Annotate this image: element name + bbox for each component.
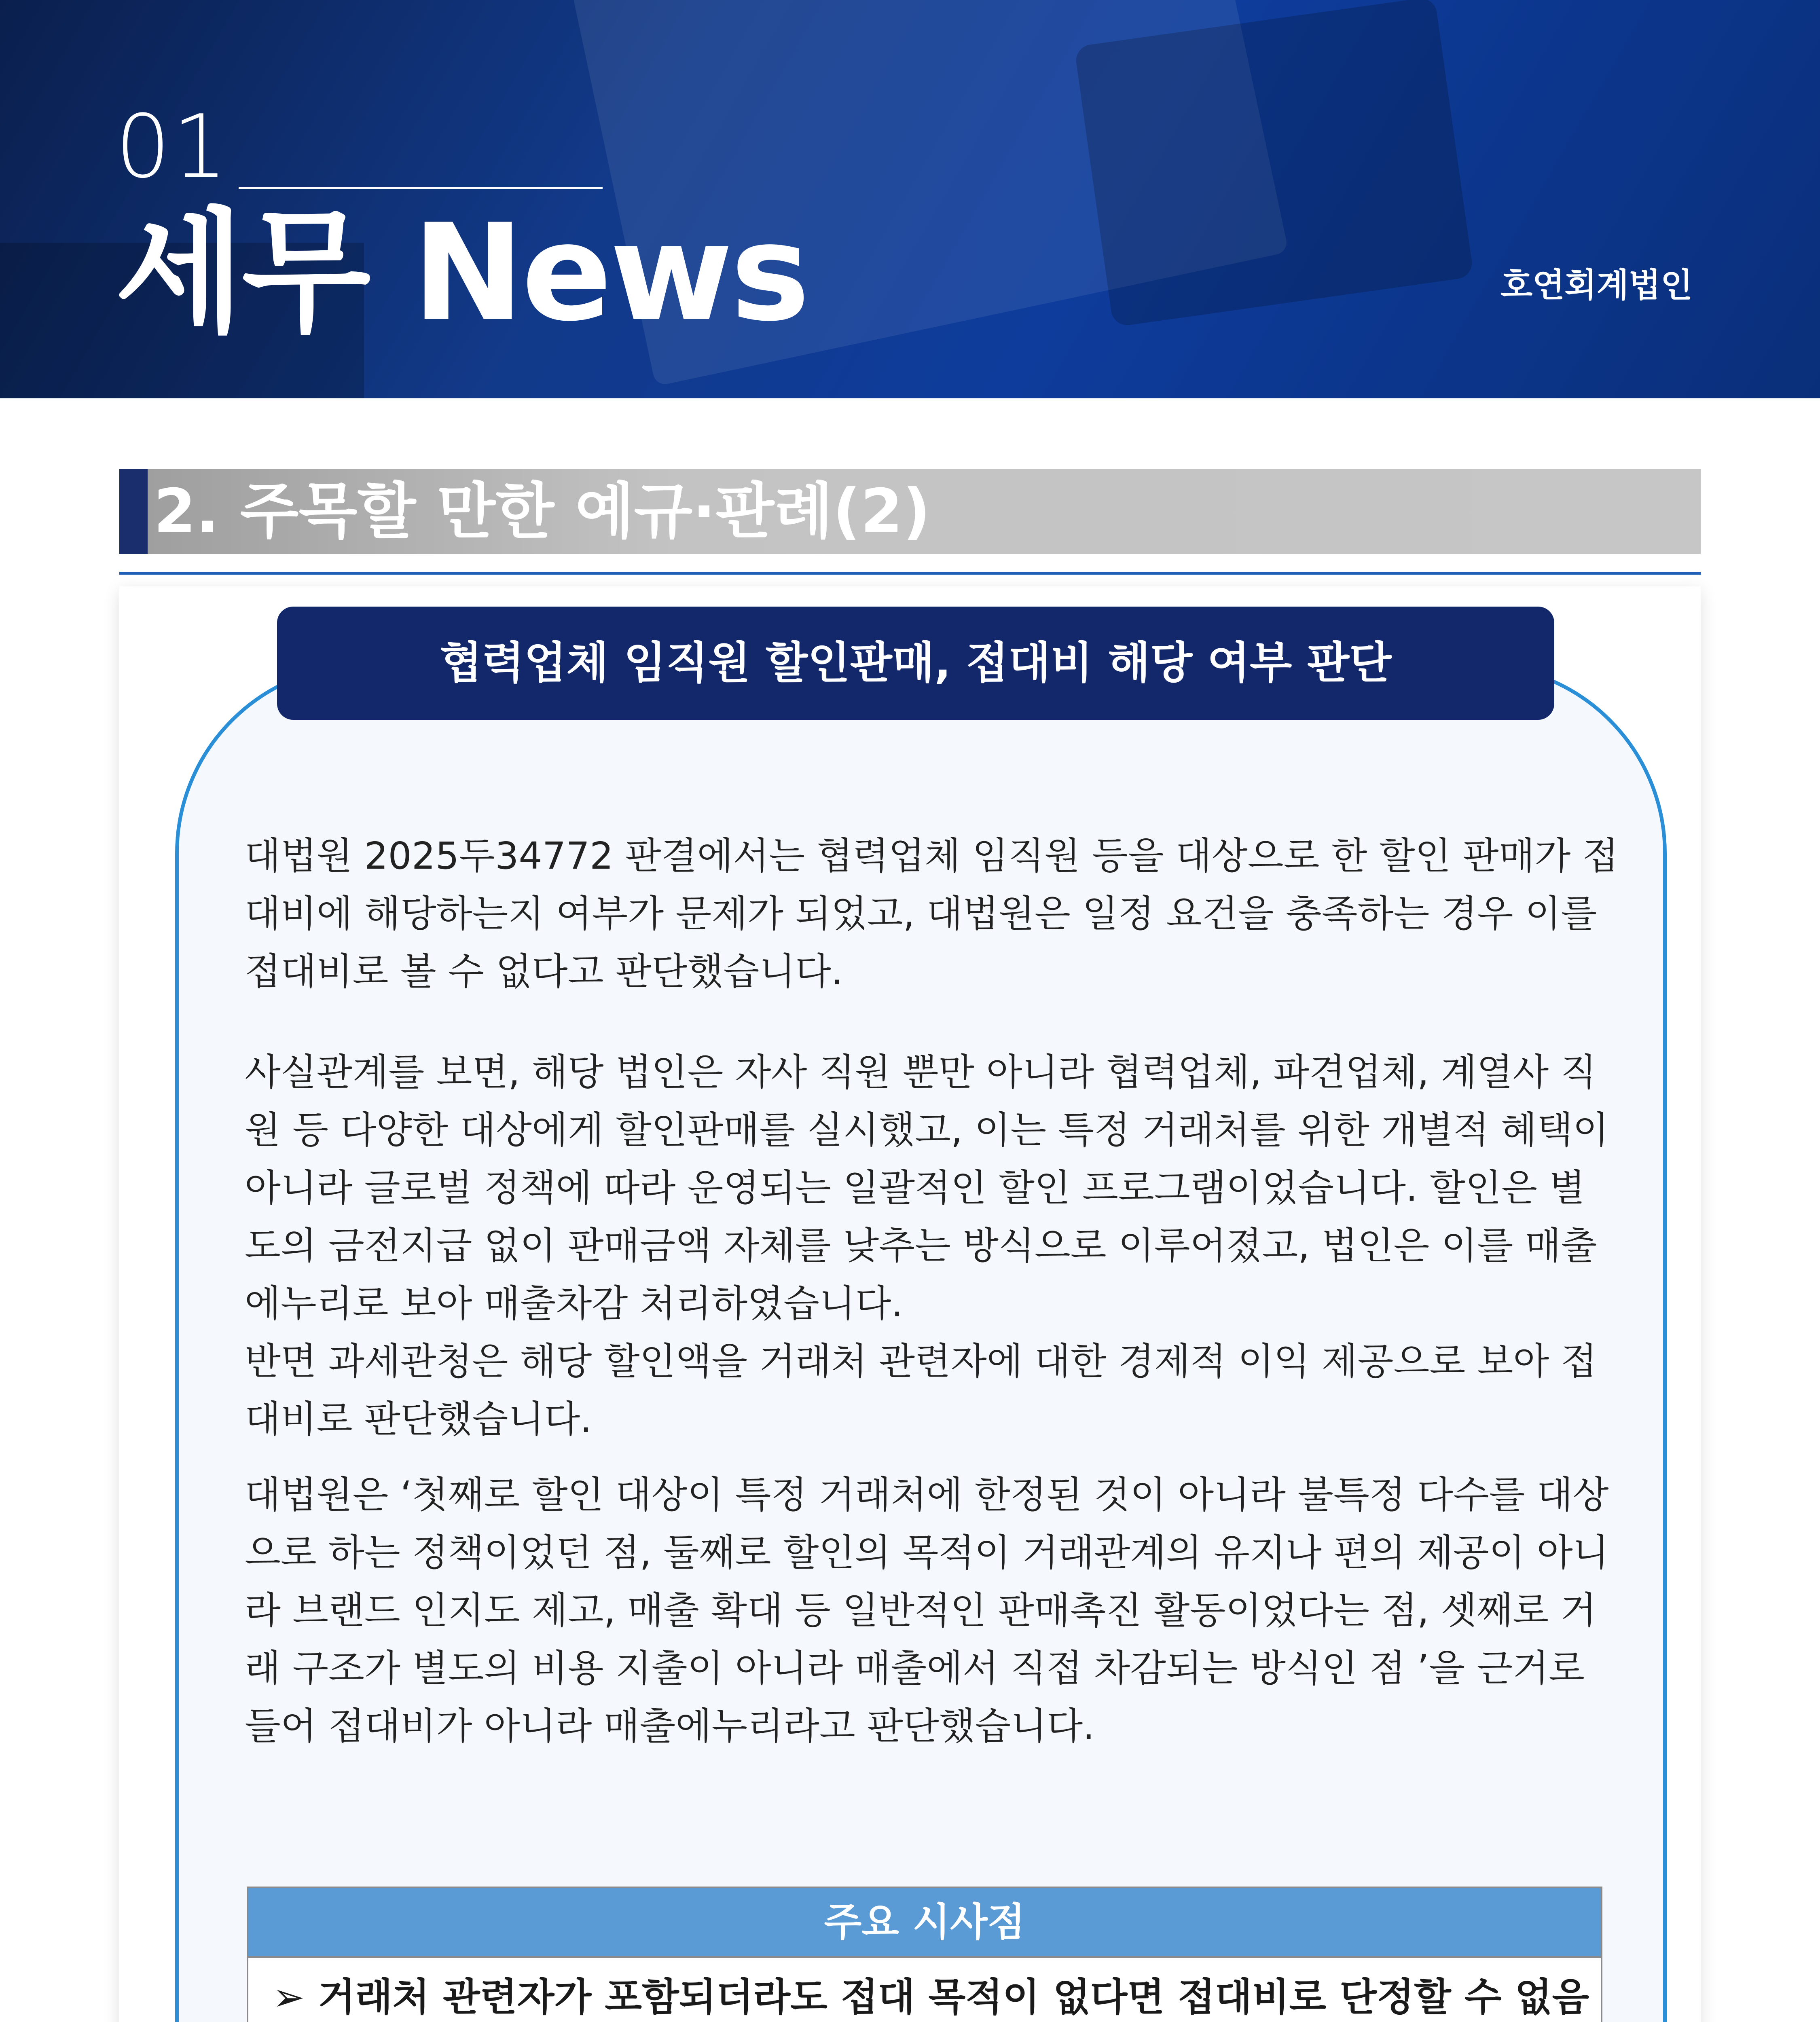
section-underline bbox=[119, 572, 1701, 575]
implications-header: 주요 시사점 bbox=[248, 1888, 1601, 1956]
issue-number: 01 bbox=[115, 96, 229, 197]
implications-table bbox=[247, 1887, 1602, 2022]
newsletter-title: 세무 News bbox=[115, 195, 808, 351]
section-bar-accent bbox=[119, 469, 148, 554]
paragraph-tax-office-view: 반면 과세관청은 해당 할인액을 거래처 관련자에 대한 경제적 이익 제공으로 보아 접대비로 판단했습니다. bbox=[245, 1340, 1597, 1441]
paragraph-court-reasoning: 대법원은 ‘첫째로 할인 대상이 특정 거래처에 한정된 것이 아니라 불특정 다수를 대상으로 하는 정책이었던 점, 둘째로 할인의 목적이 거래관계의 유지나 편의 제공이 아니라 브랜드 인지도 제고, 매출 확대 등 일반적인 판매촉진 활동이었다는 점, 셋째로 거래 구조가 별도의 비용 지출이 아니라 매출에서 직접 차감되는 방식인 점 ’을 근거로 들어 접대비가 아니라 매출에누리라고 판단했습니다. bbox=[245, 1473, 1609, 1748]
header-firm-name: 호연회계법인 bbox=[1500, 266, 1693, 305]
header-decoration bbox=[1074, 0, 1474, 327]
issue-divider bbox=[239, 187, 603, 189]
implication-point: ➢ 거래처 관련자가 포함되더라도 접대 목적이 없다면 접대비로 단정할 수 없음 bbox=[273, 1975, 1589, 2020]
topic-title: 협력업체 임직원 할인판매, 접대비 해당 여부 판단 bbox=[277, 607, 1554, 720]
paragraph-ruling-summary: 대법원 2025두34772 판결에서는 협력업체 임직원 등을 대상으로 한 할인 판매가 접대비에 해당하는지 여부가 문제가 되었고, 대법원은 일정 요건을 충족하는 경우 이를 접대비로 볼 수 없다고 판단했습니다. bbox=[245, 834, 1619, 993]
section-title: 2. 주목할 만한 예규·판례(2) bbox=[154, 476, 931, 547]
paragraph-facts-text: 사실관계를 보면, 해당 법인은 자사 직원 뿐만 아니라 협력업체, 파견업체, 계열사 직원 등 다양한 대상에게 할인판매를 실시했고, 이는 특정 거래처를 위한 개별적 혜택이 아니라 글로벌 정책에 따라 운영되는 일괄적인 할인 프로그램이었습니다. 할인은 별도의 금전지급 없이 판매금액 자체를 낮추는 방식으로 이루어졌고, 법인은 이를 매출에누리로 보아 매출차감 처리하였습니다. bbox=[245, 1051, 1609, 1325]
paragraph-facts bbox=[245, 1043, 1620, 1448]
